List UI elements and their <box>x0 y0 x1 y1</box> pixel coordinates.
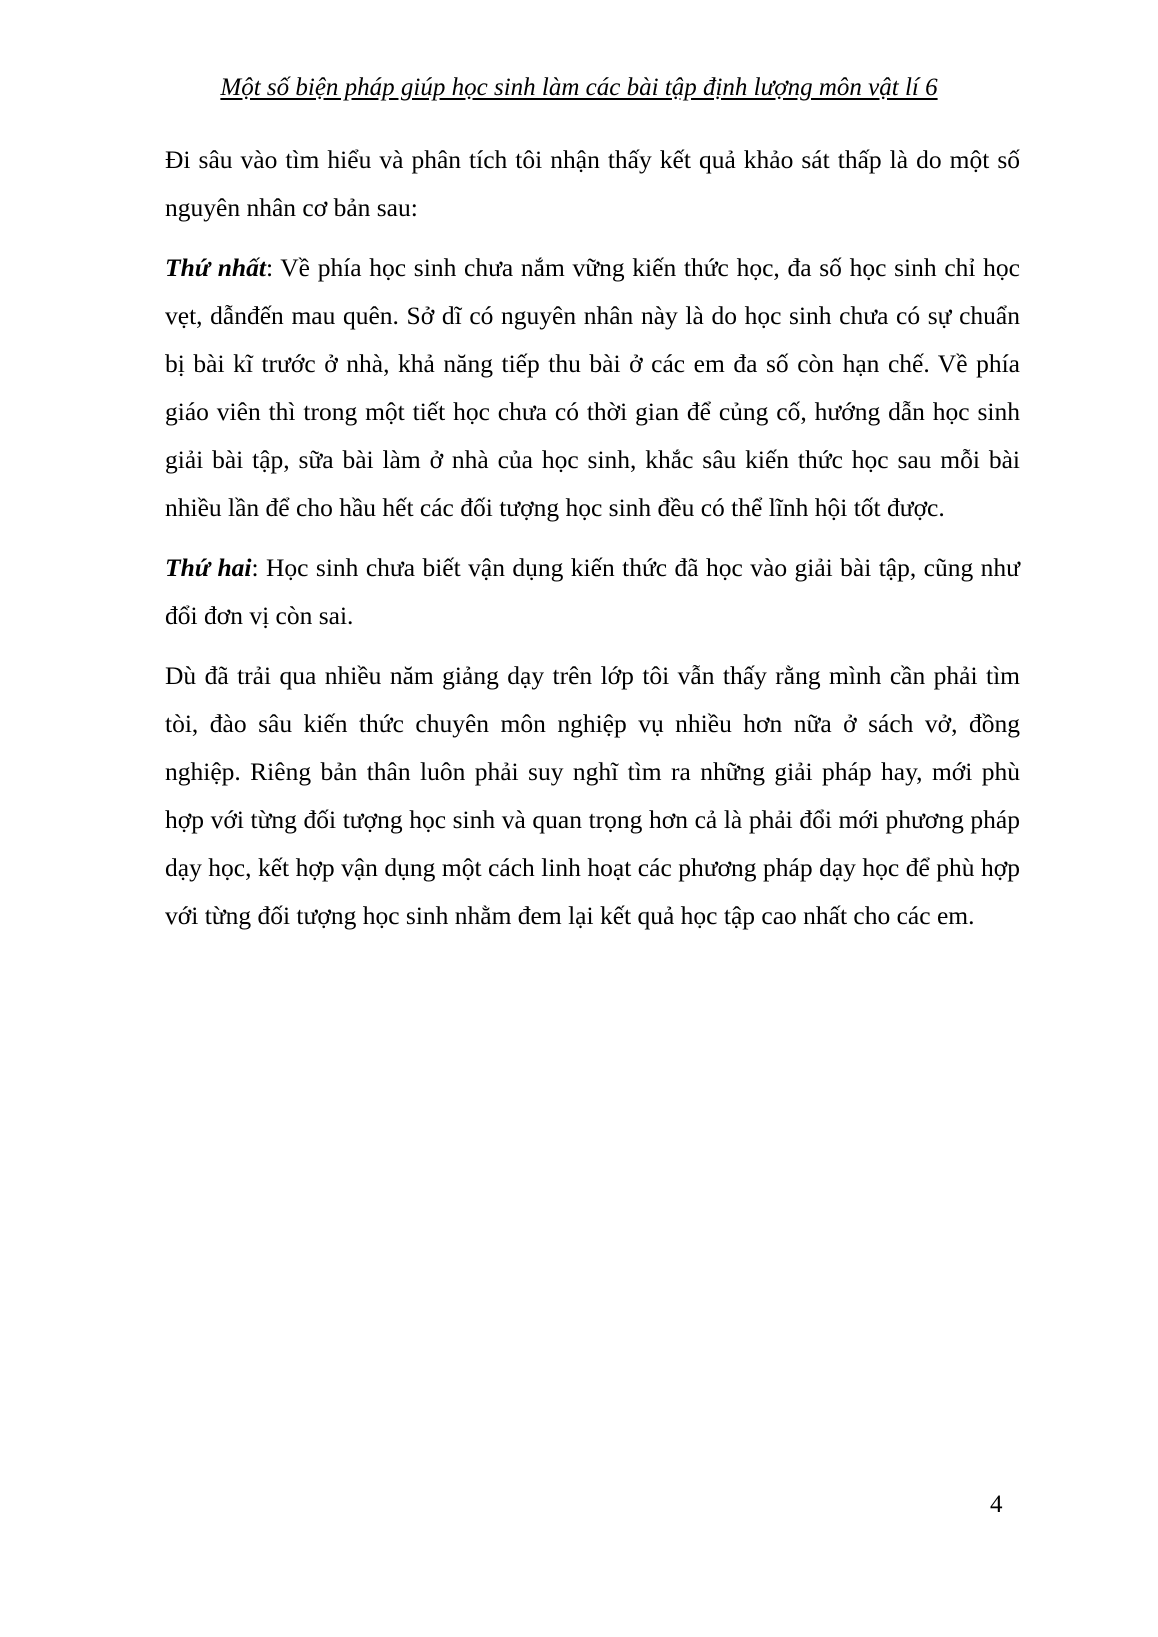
paragraph-lead: Thứ hai <box>165 553 252 582</box>
paragraph-text: Dù đã trải qua nhiều năm giảng dạy trên lớp tôi vẫn thấy rằng mình cần phải tìm tòi, đào sâu kiến thức chuyên môn nghiệp vụ nhiều hơn nữa ở sách vở, đồng nghiệp. Riêng bản thân luôn phải suy nghĩ tìm ra những giải pháp hay, mới phù hợp với từng đối tượng học sinh và quan trọng hơn cả là phải đổi mới phương pháp dạy học, kết hợp vận dụng một cách linh hoạt các phương pháp dạy học để phù hợp với từng đối tượng học sinh nhằm đem lại kết quả học tập cao nhất cho các em. <box>165 661 1020 930</box>
paragraph-intro <box>165 136 1020 232</box>
paragraph-text: Đi sâu vào tìm hiểu và phân tích tôi nhận thấy kết quả khảo sát thấp là do một số nguyên nhân cơ bản sau: <box>165 145 1020 222</box>
running-header: Một số biện pháp giúp học sinh làm các bài tập định lượng môn vật lí 6 <box>220 74 938 101</box>
paragraph-lead: Thứ nhất <box>165 253 266 282</box>
page-number: 4 <box>990 1491 1003 1518</box>
paragraph-conclusion <box>165 652 1020 940</box>
paragraph-text: : Học sinh chưa biết vận dụng kiến thức đã học vào giải bài tập, cũng như đổi đơn vị còn sai. <box>165 553 1020 630</box>
body-text <box>165 136 1020 952</box>
paragraph-text: : Về phía học sinh chưa nắm vững kiến thức học, đa số học sinh chỉ học vẹt, dẫnđến mau quên. Sở dĩ có nguyên nhân này là do học sinh chưa có sự chuẩn bị bài kĩ trước ở nhà, khả năng tiếp thu bài ở các em đa số còn hạn chế. Về phía giáo viên thì trong một tiết học chưa có thời gian để củng cố, hướng dẫn học sinh giải bài tập, sữa bài làm ở nhà của học sinh, khắc sâu kiến thức học sau mỗi bài nhiều lần để cho hầu hết các đối tượng học sinh đều có thể lĩnh hội tốt được. <box>165 253 1020 522</box>
paragraph-first-reason <box>165 244 1020 532</box>
paragraph-second-reason <box>165 544 1020 640</box>
